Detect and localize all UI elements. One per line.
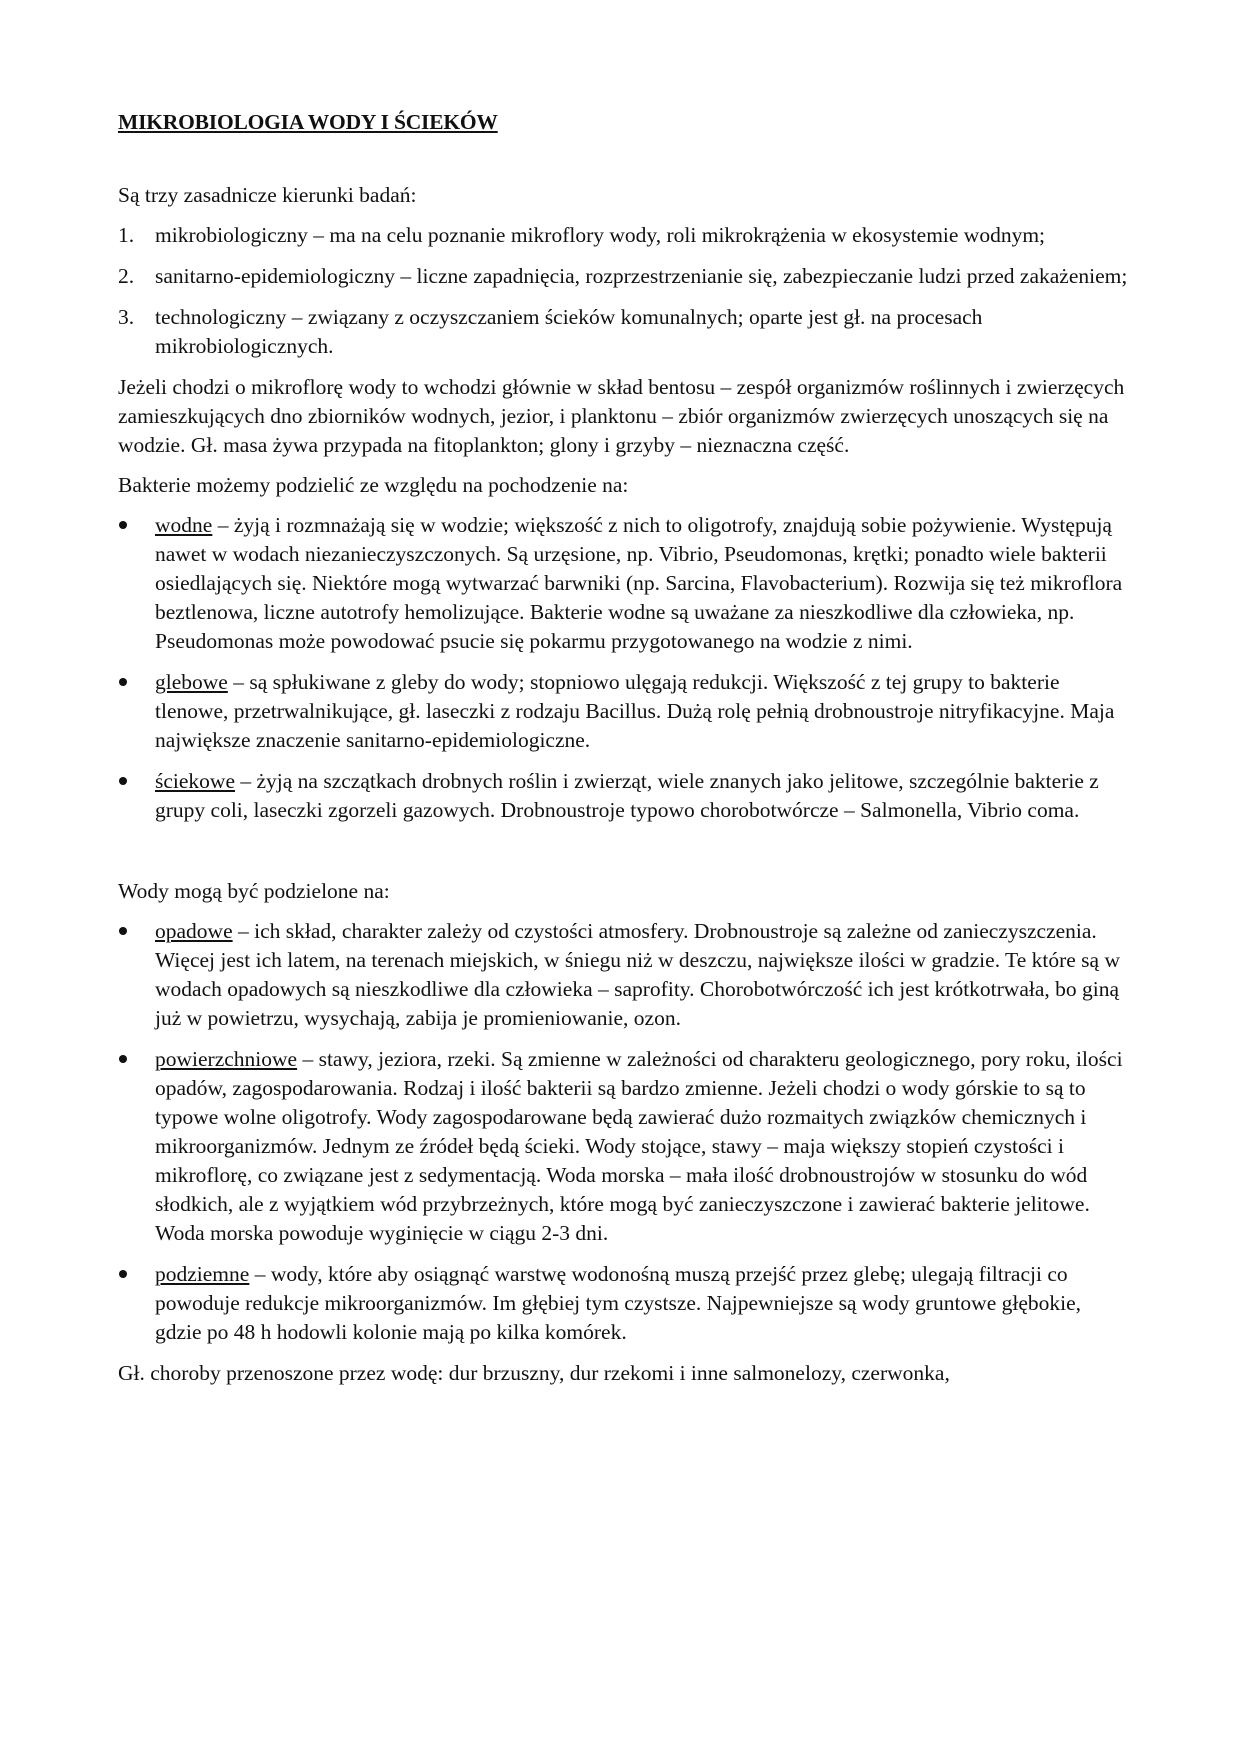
directions-list [118, 221, 1128, 361]
paragraph-spacer [118, 837, 1128, 877]
list-item-text: mikrobiologiczny – ma na celu poznanie mikroflory wody, roli mikrokrążenia w ekosystemie wodnym; [155, 223, 1046, 247]
document-content [118, 108, 1128, 1388]
list-item [118, 767, 1128, 825]
bacteria-description: – żyją i rozmnażają się w wodzie; większość z nich to oligotrofy, znajdują sobie pożywienie. Występują nawet w wodach niezanieczyszczonych. Są urzęsione, np. Vibrio, Pseudomonas, krętki; ponadto wiele bakterii osiedlających się. Niektóre mogą wytwarzać barwniki (np. Sarcina, Flavobacterium). Rozwija się też mikroflora beztlenowa, liczne autotrofy hemolizujące. Bakterie wodne są uważane za nieszkodliwe dla człowieka, np. Pseudomonas może powodować psucie się pokarmu przygotowanego na wodzie z nimi. [155, 513, 1123, 653]
bacteria-term: glebowe [155, 670, 228, 694]
list-item [118, 1045, 1128, 1248]
water-description: – stawy, jeziora, rzeki. Są zmienne w zależności od charakteru geologicznego, pory roku, ilości opadów, zagospodarowania. Rodzaj i ilość bakterii są bardzo zmienne. Jeżeli chodzi o wody górskie to są to typowe wolne oligotrofy. Wody zagospodarowane będą zawierać dużo rozmaitych związków chemicznych i mikroorganizmów. Jednym ze źródeł będą ścieki. Wody stojące, stawy – maja większy stopień czystości i mikroflorę, co związane jest z sedymentacją. Woda morska – mała ilość drobnoustrojów w stosunku do wód słodkich, ale z wyjątkiem wód przybrzeżnych, które mogą być zanieczyszczone i zawierać bakterie jelitowe. Woda morska powoduje wyginięcie w ciągu 2-3 dni. [155, 1047, 1123, 1245]
list-item [118, 917, 1128, 1033]
list-item-text: sanitarno-epidemiologiczny – liczne zapadnięcia, rozprzestrzenianie się, zabezpieczanie ludzi przed zakażeniem; [155, 264, 1128, 288]
list-item [118, 262, 1128, 291]
list-item [118, 221, 1128, 250]
document-title: MIKROBIOLOGIA WODY I ŚCIEKÓW [118, 110, 498, 134]
bullet-icon [119, 927, 127, 935]
list-item [118, 668, 1128, 755]
list-number: 2. [118, 264, 135, 288]
bacteria-description: – żyją na szczątkach drobnych roślin i zwierząt, wiele znanych jako jelitowe, szczególnie bakterie z grupy coli, laseczki zgorzeli gazowych. Drobnoustroje typowo chorobotwórcze – Salmonella, Vibrio coma. [155, 769, 1099, 822]
list-item [118, 303, 1128, 361]
bacteria-list [118, 511, 1128, 825]
bacteria-term: ściekowe [155, 769, 235, 793]
list-item [118, 1260, 1128, 1347]
waters-intro: Wody mogą być podzielone na: [118, 879, 390, 903]
diseases-line: Gł. choroby przenoszone przez wodę: dur brzuszny, dur rzekomi i inne salmonelozy, czerwonka, [118, 1361, 950, 1385]
water-term: opadowe [155, 919, 233, 943]
list-item [118, 511, 1128, 656]
list-item-text: technologiczny – związany z oczyszczaniem ścieków komunalnych; oparte jest gł. na procesach mikrobiologicznych. [155, 305, 983, 358]
microflora-paragraph: Jeżeli chodzi o mikroflorę wody to wchodzi głównie w skład bentosu – zespół organizmów roślinnych i zwierzęcych zamieszkujących dno zbiorników wodnych, jezior, i planktonu – zbiór organizmów zwierzęcych unoszących się na wodzie. Gł. masa żywa przypada na fitoplankton; glony i grzyby – nieznaczna część. [118, 375, 1125, 457]
bacteria-term: wodne [155, 513, 213, 537]
list-number: 3. [118, 305, 135, 329]
list-number: 1. [118, 223, 135, 247]
bullet-icon [119, 521, 127, 529]
bullet-icon [119, 678, 127, 686]
bacteria-description: – są spłukiwane z gleby do wody; stopniowo ulęgają redukcji. Większość z tej grupy to bakterie tlenowe, przetrwalnikujące, gł. laseczki z rodzaju Bacillus. Dużą rolę pełnią drobnoustroje nitryfikacyjne. Maja największe znaczenie sanitarno-epidemiologiczne. [155, 670, 1115, 752]
bullet-icon [119, 1055, 127, 1063]
directions-intro: Są trzy zasadnicze kierunki badań: [118, 183, 417, 207]
water-description: – wody, które aby osiągnąć warstwę wodonośną muszą przejść przez glebę; ulegają filtracji co powoduje redukcje mikroorganizmów. Im głębiej tym czystsze. Najpewniejsze są wody gruntowe głębokie, gdzie po 48 h hodowli kolonie mają po kilka komórek. [155, 1262, 1082, 1344]
bullet-icon [119, 777, 127, 785]
water-term: powierzchniowe [155, 1047, 298, 1071]
bacteria-intro: Bakterie możemy podzielić ze względu na pochodzenie na: [118, 473, 629, 497]
water-term: podziemne [155, 1262, 250, 1286]
bullet-icon [119, 1270, 127, 1278]
waters-list [118, 917, 1128, 1347]
water-description: – ich skład, charakter zależy od czystości atmosfery. Drobnoustroje są zależne od zanieczyszczenia. Więcej jest ich latem, na terenach miejskich, w śniegu niż w deszczu, największe ilości w gradzie. Te które są w wodach opadowych są nieszkodliwe dla człowieka – saprofity. Chorobotwórczość ich jest krótkotrwała, bo giną już w powietrzu, wysychają, zabija je promieniowanie, ozon. [155, 919, 1120, 1030]
